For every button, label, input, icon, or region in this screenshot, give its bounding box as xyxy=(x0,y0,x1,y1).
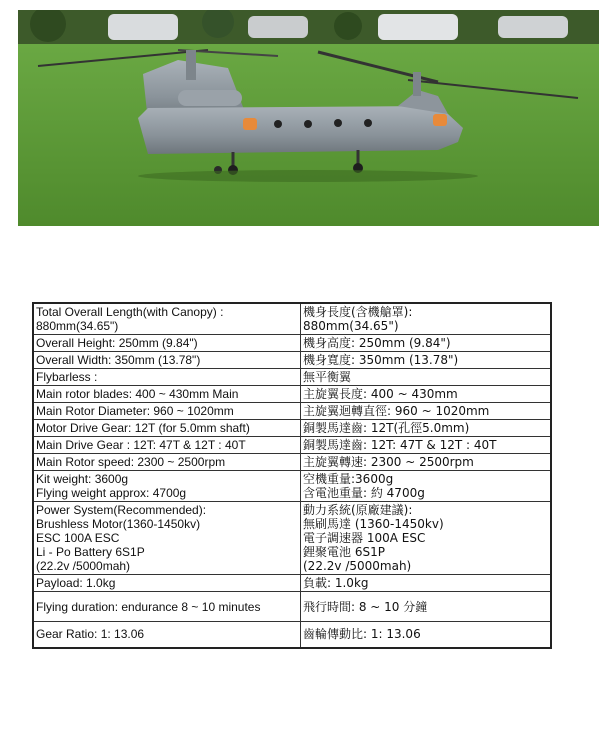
table-row xyxy=(33,592,551,622)
spec-label-zh: 空機重量:3600g 含電池重量: 約 4700g xyxy=(301,471,552,502)
table-row xyxy=(33,454,551,471)
table-row xyxy=(33,352,551,369)
table-row xyxy=(33,575,551,592)
spec-label-en: Main Rotor speed: 2300 ~ 2500rpm xyxy=(33,454,301,471)
spec-label-zh: 動力系統(原廠建議): 無刷馬達 (1360-1450kv) 電子調速器 100A ESC 鋰聚電池 6S1P (22.2v /5000mah) xyxy=(301,502,552,575)
spec-label-zh: 機身寬度: 350mm (13.78") xyxy=(301,352,552,369)
spec-label-en: Main rotor blades: 400 ~ 430mm Main xyxy=(33,386,301,403)
spec-label-en: Main Rotor Diameter: 960 ~ 1020mm xyxy=(33,403,301,420)
table-row xyxy=(33,471,551,502)
spec-label-en: Total Overall Length(with Canopy) : 880mm(34.65") xyxy=(33,303,301,335)
table-row xyxy=(33,403,551,420)
spec-label-en: Gear Ratio: 1: 13.06 xyxy=(33,622,301,648)
spec-label-en: Motor Drive Gear: 12T (for 5.0mm shaft) xyxy=(33,420,301,437)
table-row xyxy=(33,303,551,335)
spec-table xyxy=(32,302,552,649)
helicopter-illustration xyxy=(18,10,599,226)
spec-label-zh: 機身長度(含機艙罩): 880mm(34.65") xyxy=(301,303,552,335)
table-row xyxy=(33,622,551,648)
spec-label-zh: 負載: 1.0kg xyxy=(301,575,552,592)
spec-label-zh: 齒輪傳動比: 1: 13.06 xyxy=(301,622,552,648)
spec-label-en: Overall Height: 250mm (9.84") xyxy=(33,335,301,352)
spec-label-zh: 主旋翼轉速: 2300 ~ 2500rpm xyxy=(301,454,552,471)
spec-label-en: Overall Width: 350mm (13.78") xyxy=(33,352,301,369)
table-row xyxy=(33,335,551,352)
spec-label-zh: 銅製馬達齒: 12T(孔徑5.0mm) xyxy=(301,420,552,437)
spec-label-zh: 飛行時間: 8 ~ 10 分鐘 xyxy=(301,592,552,622)
spec-label-en: Flybarless : xyxy=(33,369,301,386)
table-row xyxy=(33,386,551,403)
spec-table-body xyxy=(33,303,551,648)
spec-label-en: Main Drive Gear : 12T: 47T & 12T : 40T xyxy=(33,437,301,454)
spec-label-en: Power System(Recommended): Brushless Motor(1360-1450kv) ESC 100A ESC Li - Po Battery 6S1P (22.2v /5000mah) xyxy=(33,502,301,575)
spec-label-en: Payload: 1.0kg xyxy=(33,575,301,592)
table-row xyxy=(33,437,551,454)
table-row xyxy=(33,369,551,386)
spec-label-zh: 銅製馬達齒: 12T: 47T & 12T : 40T xyxy=(301,437,552,454)
spec-label-zh: 主旋翼迴轉直徑: 960 ~ 1020mm xyxy=(301,403,552,420)
spec-label-zh: 無平衡翼 xyxy=(301,369,552,386)
spec-label-en: Kit weight: 3600g Flying weight approx: 4700g xyxy=(33,471,301,502)
spec-label-zh: 主旋翼長度: 400 ~ 430mm xyxy=(301,386,552,403)
spec-label-en: Flying duration: endurance 8 ~ 10 minutes xyxy=(33,592,301,622)
spec-label-zh: 機身高度: 250mm (9.84") xyxy=(301,335,552,352)
table-row xyxy=(33,420,551,437)
helicopter-photo xyxy=(18,10,599,226)
table-row xyxy=(33,502,551,575)
